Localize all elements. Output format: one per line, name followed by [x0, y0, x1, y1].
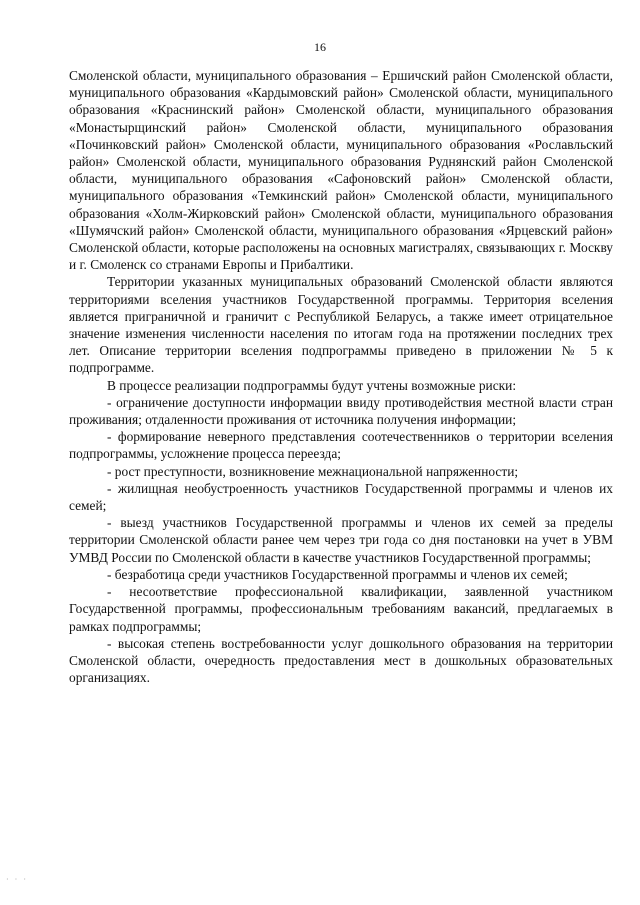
risk-item: - рост преступности, возникновение межнациональной напряженности; — [107, 463, 519, 479]
risk-item: - формирование неверного представления соотечественников о территории вселения подпрограммы, усложнение процесса переезда; — [69, 429, 613, 462]
risk-item: - высокая степень востребованности услуг дошкольного образования на территории Смоленской области, очередность предоставления мест в дошкольных образовательных организациях. — [69, 635, 613, 686]
page-number: 16 — [314, 40, 326, 54]
risk-item: - жилищная необустроенность участников Государственной программы и членов их семей; — [69, 480, 613, 514]
paragraph-resettlement-territory: Территории указанных муниципальных образований Смоленской области являются территориями вселения участников Государственной программы. Территория вселения является приграничной и граничит с Республикой Беларусь, а также имеет отрицательное значение изменения численности населения по итогам года на протяжении последних трех лет. Описание территории вселения подпрограммы приведено в приложении № 5 к подпрограмме. — [69, 274, 613, 376]
scan-artifact: · · · — [6, 875, 28, 884]
risk-item: - выезд участников Государственной программы и членов их семей за пределы территории Смоленской области ранее чем через три года со дня постановки на учет в УВМ УМВД России по Смоленской области в качестве участников Государственной программы; — [69, 515, 613, 565]
risk-item: - несоответствие профессиональной квалификации, заявленной участником Государственной программы, профессиональным требованиям вакансий, предлагаемых в рамках подпрограммы; — [69, 584, 613, 634]
paragraph-risks-intro: В процессе реализации подпрограммы будут учтены возможные риски: — [107, 377, 517, 393]
paragraph-territories-list: Смоленской области, муниципального образования – Ершичский район Смоленской области, муниципального образования «Кардымовский район» Смоленской области, муниципального образования «Краснинский район» Смоленской области, муниципального образования «Монастырщинский район» Смоленской области, муниципального образования «Починковский район» Смоленской области, муниципального образования «Рославльский район» Смоленской области, муниципального образования Руднянский район Смоленской области, муниципального образования «Сафоновский район» Смоленской области, муниципального образования «Темкинский район» Смоленской области, муниципального образования «Холм-Жирковский район» Смоленской области, муниципального образования «Шумячский район» Смоленской области, муниципального образования «Ярцевский район» Смоленской области, которые расположены на основных магистралях, связывающих г. Москву и г. Смоленск со странами Европы и Прибалтики. — [69, 68, 613, 273]
risk-item: - безработица среди участников Государственной программы и членов их семей; — [107, 566, 568, 582]
risk-item: - ограничение доступности информации ввиду противодействия местной власти стран проживания; отдаленности проживания от источника получения информации; — [69, 394, 613, 428]
document-body — [69, 67, 613, 686]
